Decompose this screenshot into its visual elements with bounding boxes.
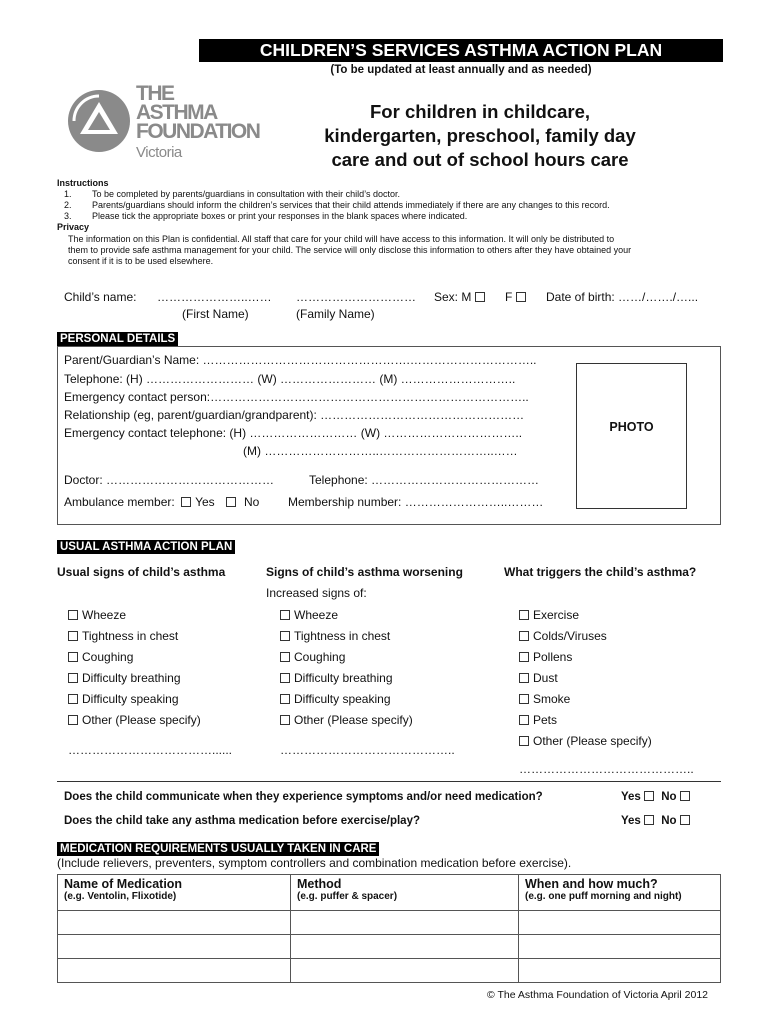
table-cell[interactable]: [519, 935, 721, 959]
table-cell[interactable]: [519, 911, 721, 935]
instruction-num: 2.: [64, 200, 72, 210]
photo-label: PHOTO: [609, 420, 654, 434]
medication-note: (Include relievers, preventers, symptom controllers and combination medication before exercise).: [57, 856, 572, 870]
worsening-sign-label: Other (Please specify): [294, 713, 413, 727]
ambulance-no-label: No: [243, 495, 260, 509]
table-cell[interactable]: [58, 935, 291, 959]
usual-sign-item: [68, 713, 201, 727]
table-cell[interactable]: [291, 959, 519, 983]
divider: [57, 781, 721, 782]
ambulance-yes-checkbox[interactable]: [181, 497, 191, 507]
column-head: When and how much?: [525, 877, 658, 891]
headline-line: care and out of school hours care: [331, 149, 629, 170]
column-head: Name of Medication: [64, 877, 183, 891]
worsening-other-field[interactable]: ……………………………………..: [280, 743, 455, 757]
usual-sign-item: [68, 608, 126, 622]
usual-sign-label: Difficulty speaking: [82, 692, 179, 706]
usual-sign-checkbox[interactable]: [68, 694, 78, 704]
usual-sign-checkbox[interactable]: [68, 673, 78, 683]
headline-line: For children in childcare,: [370, 101, 590, 122]
copyright-footer: © The Asthma Foundation of Victoria April 2012: [487, 989, 708, 1001]
worsening-sign-checkbox[interactable]: [280, 673, 290, 683]
column-head: Method: [297, 877, 342, 891]
logo-line2: ASTHMA: [136, 101, 217, 124]
worsening-sign-item: [280, 671, 393, 685]
first-name-caption: (First Name): [182, 307, 249, 321]
trigger-label: Pets: [533, 713, 558, 727]
medication-tag: MEDICATION REQUIREMENTS USUALLY TAKEN IN CARE: [57, 842, 379, 856]
usual-sign-item: [68, 650, 133, 664]
logo-line1: THE: [136, 82, 174, 105]
usual-sign-item: [68, 692, 179, 706]
membership-number-field[interactable]: Membership number: ……………………..………: [288, 495, 544, 509]
communicate-yes-checkbox[interactable]: [644, 791, 654, 801]
table-row: [58, 959, 721, 983]
exercise-no-checkbox[interactable]: [680, 815, 690, 825]
triggers-heading: What triggers the child’s asthma?: [504, 565, 697, 579]
sex-m-checkbox[interactable]: [475, 292, 485, 302]
emergency-mobile-field[interactable]: (M) ………………………..………………………..……: [243, 444, 518, 458]
communicate-answer: [621, 791, 694, 803]
instructions-heading: Instructions: [57, 178, 109, 188]
usual-sign-label: Tightness in chest: [82, 629, 179, 643]
table-cell[interactable]: [291, 911, 519, 935]
instruction-text: Please tick the appropriate boxes or print your responses in the blank spaces where indicated.: [92, 211, 468, 221]
column-sub: (e.g. puffer & spacer): [297, 891, 398, 902]
sex-f-checkbox[interactable]: [516, 292, 526, 302]
trigger-label: Exercise: [533, 608, 580, 622]
sex-label: [434, 290, 489, 304]
sex-f: [505, 290, 530, 304]
column-sub: (e.g. Ventolin, Flixotide): [64, 891, 177, 902]
table-row: [58, 911, 721, 935]
family-name-field[interactable]: …………………………: [296, 290, 416, 304]
worsening-sign-item: [280, 608, 338, 622]
trigger-checkbox[interactable]: [519, 631, 529, 641]
usual-sign-label: Wheeze: [82, 608, 127, 622]
worsening-sign-item: [280, 650, 345, 664]
trigger-label: Other (Please specify): [533, 734, 652, 748]
trigger-other-field[interactable]: ……………………………………..: [519, 762, 694, 776]
headline: [290, 100, 670, 172]
worsening-sign-item: [280, 713, 413, 727]
ambulance-no-checkbox[interactable]: [226, 497, 236, 507]
date-of-birth-field[interactable]: Date of birth: ……/……./…...: [546, 290, 699, 304]
usual-other-field[interactable]: ………………………………......: [68, 743, 233, 757]
worsening-sign-item: [280, 692, 391, 706]
asthma-foundation-logo: [66, 84, 281, 164]
page-title: CHILDREN’S SERVICES ASTHMA ACTION PLAN: [199, 39, 723, 62]
trigger-label: Smoke: [533, 692, 571, 706]
privacy-text: them to provide safe asthma management for your child. The service will only disclose this information to others after they have obtained your: [68, 245, 632, 255]
trigger-label: Dust: [533, 671, 558, 685]
table-header-cell: [519, 875, 721, 911]
usual-sign-checkbox[interactable]: [68, 631, 78, 641]
yes-label: Yes: [621, 791, 641, 803]
exercise-medication-answer: [621, 815, 694, 827]
worsening-sign-checkbox[interactable]: [280, 610, 290, 620]
ambulance-member: [64, 495, 259, 509]
table-cell[interactable]: [58, 911, 291, 935]
usual-sign-label: Other (Please specify): [82, 713, 201, 727]
table-header-cell: [291, 875, 519, 911]
usual-sign-label: Difficulty breathing: [82, 671, 181, 685]
worsening-sign-checkbox[interactable]: [280, 715, 290, 725]
usual-plan-tag: USUAL ASTHMA ACTION PLAN: [57, 540, 235, 554]
ambulance-yes-label: Yes: [195, 495, 215, 509]
trigger-item: [519, 629, 607, 643]
trigger-item: [519, 608, 579, 622]
instruction-num: 1.: [64, 189, 72, 199]
usual-sign-checkbox[interactable]: [68, 652, 78, 662]
telephone-field[interactable]: Telephone: (H) ……………………… (W) …………………… (M) ………………………..: [64, 372, 516, 386]
trigger-item: [519, 713, 557, 727]
instruction-num: 3.: [64, 211, 72, 221]
table-header-cell: [58, 875, 291, 911]
sex-m-label: Sex: M: [434, 290, 472, 304]
worsening-sign-label: Difficulty breathing: [294, 671, 393, 685]
sex-f-label: F: [505, 290, 513, 304]
usual-sign-checkbox[interactable]: [68, 610, 78, 620]
usual-sign-item: [68, 629, 178, 643]
exercise-yes-checkbox[interactable]: [644, 815, 654, 825]
increased-signs-label: Increased signs of:: [266, 586, 367, 600]
trigger-checkbox[interactable]: [519, 736, 529, 746]
worsening-sign-label: Coughing: [294, 650, 346, 664]
usual-sign-item: [68, 671, 181, 685]
instruction-text: Parents/guardians should inform the children’s services that their child attends immediately if there are any changes to this record.: [92, 200, 610, 210]
family-name-caption: (Family Name): [296, 307, 375, 321]
emergency-contact-field[interactable]: Emergency contact person:……………………………………………………………………..: [64, 390, 529, 404]
privacy-heading: Privacy: [57, 222, 90, 232]
foundation-emblem-icon: [66, 88, 132, 154]
child-name-label: Child’s name:: [64, 290, 137, 304]
exercise-medication-question: Does the child take any asthma medication before exercise/play?: [64, 815, 420, 827]
instruction-text: To be completed by parents/guardians in consultation with their child’s doctor.: [92, 189, 401, 199]
doctor-field[interactable]: Doctor: ……………………………………: [64, 473, 275, 487]
worsening-sign-checkbox[interactable]: [280, 694, 290, 704]
usual-sign-checkbox[interactable]: [68, 715, 78, 725]
worsening-sign-label: Wheeze: [294, 608, 339, 622]
trigger-checkbox[interactable]: [519, 673, 529, 683]
usual-sign-label: Coughing: [82, 650, 134, 664]
table-cell[interactable]: [519, 959, 721, 983]
trigger-checkbox[interactable]: [519, 652, 529, 662]
worsening-signs-heading: Signs of child’s asthma worsening: [266, 565, 463, 579]
photo-box[interactable]: [576, 363, 687, 509]
table-cell[interactable]: [58, 959, 291, 983]
trigger-checkbox[interactable]: [519, 694, 529, 704]
trigger-checkbox[interactable]: [519, 715, 529, 725]
emergency-telephone-field[interactable]: Emergency contact telephone: (H) ……………………… (W) ……………………………..: [64, 426, 523, 440]
trigger-checkbox[interactable]: [519, 610, 529, 620]
table-row: [58, 935, 721, 959]
trigger-item: [519, 734, 652, 748]
first-name-field[interactable]: …………………..……: [157, 290, 272, 304]
logo-line4: Victoria: [136, 144, 182, 161]
trigger-label: Pollens: [533, 650, 573, 664]
logo-line3: FOUNDATION: [136, 120, 260, 143]
trigger-label: Colds/Viruses: [533, 629, 607, 643]
privacy-text: The information on this Plan is confidential. All staff that care for your child will have access to this information. It will only be distributed to: [68, 234, 615, 244]
no-label: No: [661, 791, 677, 803]
column-sub: (e.g. one puff morning and night): [525, 891, 682, 902]
ambulance-label: Ambulance member:: [64, 495, 175, 509]
worsening-sign-label: Difficulty speaking: [294, 692, 391, 706]
table-cell[interactable]: [291, 935, 519, 959]
page-subtitle: (To be updated at least annually and as needed): [330, 64, 592, 76]
table-header-row: [58, 875, 721, 911]
privacy-text: consent if it is to be used elsewhere.: [68, 256, 214, 266]
personal-details-tag: PERSONAL DETAILS: [57, 332, 178, 346]
headline-line: kindergarten, preschool, family day: [324, 125, 636, 146]
yes-label: Yes: [621, 815, 641, 827]
usual-signs-heading: Usual signs of child’s asthma: [57, 565, 226, 579]
worsening-sign-item: [280, 629, 390, 643]
trigger-item: [519, 671, 558, 685]
worsening-sign-checkbox[interactable]: [280, 652, 290, 662]
worsening-sign-checkbox[interactable]: [280, 631, 290, 641]
doctor-telephone-field[interactable]: Telephone: ……………………………………: [309, 473, 540, 487]
medication-table: [57, 874, 721, 983]
parent-name-field[interactable]: Parent/Guardian’s Name: …………………………………………….…………………………..: [64, 353, 537, 367]
communicate-question: Does the child communicate when they experience symptoms and/or need medication?: [64, 791, 543, 803]
trigger-item: [519, 692, 570, 706]
trigger-item: [519, 650, 572, 664]
communicate-no-checkbox[interactable]: [680, 791, 690, 801]
relationship-field[interactable]: Relationship (eg, parent/guardian/grandparent): ……………………………………………: [64, 408, 525, 422]
worsening-sign-label: Tightness in chest: [294, 629, 391, 643]
no-label: No: [661, 815, 677, 827]
